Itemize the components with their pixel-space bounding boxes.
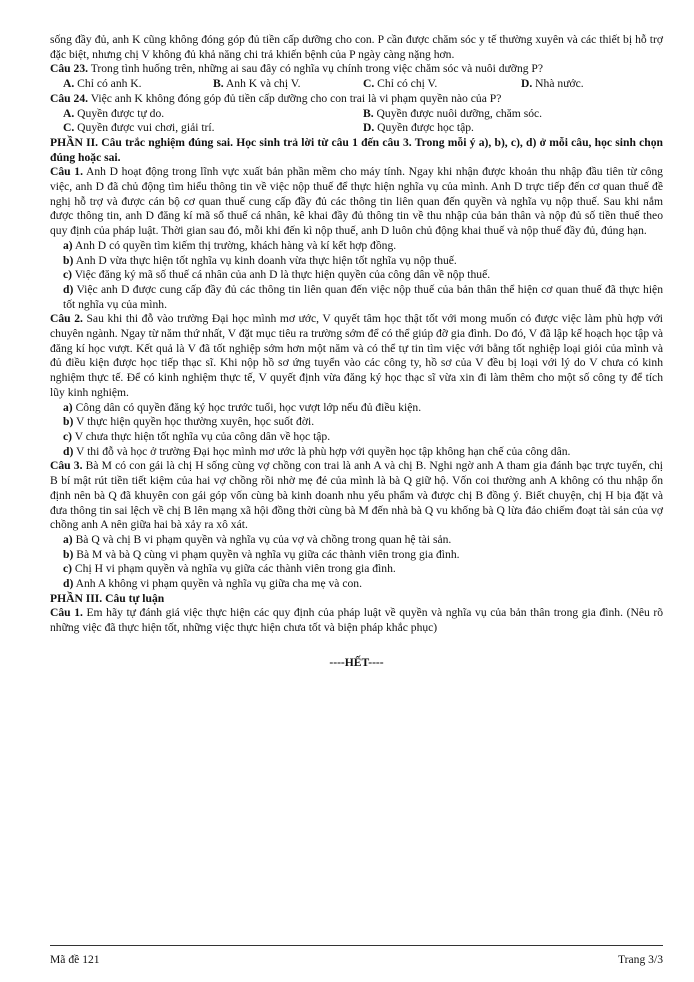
- question-label: Câu 2.: [50, 312, 83, 326]
- question-label: Câu 24.: [50, 91, 89, 105]
- statement-text: Bà Q và chị B vi phạm quyền và nghĩa vụ của vợ và chồng trong quan hệ tài sản.: [72, 532, 452, 546]
- page-footer: [50, 953, 663, 966]
- option-b: [363, 107, 673, 122]
- part3-question-1: [50, 606, 663, 635]
- statement-text: Việc đăng ký mã số thuế cá nhân của anh D là thực hiện quyền của công dân về nộp thuế.: [72, 268, 491, 282]
- statement-text: Anh D có quyền tìm kiếm thị trường, khách hàng và kí kết hợp đồng.: [72, 238, 397, 252]
- option-text: Quyền được nuôi dưỡng, chăm sóc.: [373, 106, 543, 120]
- question-text: Em hãy tự đánh giá việc thực hiện các quy định của pháp luật về quyền và nghĩa vụ của bản thân trong gia đình. (Nêu rõ những việc đã thực hiện tốt, những việc thực hiện chưa tốt và biện pháp khắc phục): [50, 606, 663, 635]
- statement-letter: a): [63, 532, 73, 546]
- option-letter: B.: [363, 106, 374, 120]
- option-letter: D.: [521, 77, 533, 91]
- intro-paragraph: sống đầy đủ, anh K cũng không đóng góp đủ tiền cấp dưỡng cho con. P cần được chăm sóc y tế thường xuyên và các thiết bị hỗ trợ đặc biệt, nhưng chị V không đủ khả năng chi trả khiến bệnh của P ngày càng nặng hơn.: [50, 33, 663, 61]
- option-text: Chỉ có anh K.: [74, 77, 142, 91]
- statement-letter: d): [63, 444, 74, 458]
- statement-d: [50, 445, 663, 460]
- statement-d: [50, 283, 663, 312]
- statement-text: Anh A không vi phạm quyền và nghĩa vụ giữa cha mẹ và con.: [73, 577, 362, 591]
- statement-b: [50, 548, 663, 563]
- statement-letter: c): [63, 429, 73, 443]
- statement-a: [50, 239, 663, 254]
- statement-text: V thi đỗ và học ở trường Đại học mình mơ ước là phù hợp với quyền học tập không hạn chế của công dân.: [73, 444, 571, 458]
- statement-c: [50, 562, 663, 577]
- option-text: Anh K và chị V.: [223, 77, 301, 91]
- option-d: [521, 77, 671, 92]
- statement-letter: a): [63, 400, 73, 414]
- exam-code: Mã đề 121: [50, 953, 100, 966]
- statement-text: V thực hiện quyền học thường xuyên, học suốt đời.: [73, 415, 315, 429]
- q24-options: [50, 107, 663, 136]
- statement-a: [50, 401, 663, 416]
- option-text: Chỉ có chị V.: [374, 77, 438, 91]
- question-label: Câu 23.: [50, 62, 89, 76]
- statement-letter: c): [63, 562, 73, 576]
- question-label: Câu 3.: [50, 459, 83, 473]
- option-letter: A.: [63, 106, 75, 120]
- question-text: Bà M có con gái là chị H sống cùng vợ chồng con trai là anh A và chị B. Nghi ngờ anh A tham gia đánh bạc trực tuyến, chị B bí mật rút tiền tiết kiệm của hai vợ chồng rồi nhờ mẹ đẻ của mình là bà Q giữ hộ. Vốn coi thường anh A không có thu nhập ổn định nên bà Q đã khuyên con gái góp vốn cùng bà kinh doanh nhu yếu phẩm và được chị B đồng ý. Biết chuyện, chị H bịa đặt và đưa thông tin sai lệch về chị B lên mạng xã hội đồng thời cùng bà M đến nhà bà Q vu khống bà Q lừa đảo chiếm đoạt tài sản của vợ chồng anh A nên giữa hai bà xảy ra xô xát.: [50, 459, 663, 532]
- option-d: [363, 121, 673, 136]
- statement-d: [50, 577, 663, 592]
- option-letter: D.: [363, 121, 375, 135]
- statement-letter: d): [63, 282, 74, 296]
- option-c: [363, 77, 521, 92]
- statement-text: Công dân có quyền đăng ký học trước tuổi, học vượt lớp nếu đủ điều kiện.: [72, 400, 422, 414]
- question-23: [50, 62, 663, 77]
- footer-divider: [50, 945, 663, 946]
- statement-letter: b): [63, 415, 74, 429]
- exam-page: [50, 33, 663, 671]
- statement-a: [50, 533, 663, 548]
- part2-heading: PHẦN II. Câu trắc nghiệm đúng sai. Học sinh trả lời từ câu 1 đến câu 3. Trong mỗi ý a), b), c), d) ở mỗi câu, học sinh chọn đúng hoặc sai.: [50, 135, 663, 164]
- statement-c: [50, 268, 663, 283]
- option-text: Quyền được học tập.: [374, 121, 474, 135]
- option-letter: B.: [213, 77, 224, 91]
- question-text: Trong tình huống trên, những ai sau đây có nghĩa vụ chính trong việc chăm sóc và nuôi dưỡng P?: [88, 62, 544, 76]
- option-text: Quyền được vui chơi, giải trí.: [74, 121, 215, 135]
- option-text: Nhà nước.: [532, 77, 584, 91]
- option-letter: A.: [63, 77, 75, 91]
- question-text: Anh D hoạt động trong lĩnh vực xuất bản phần mềm cho máy tính. Ngay khi nhận được khoản thu nhập đầu tiên từ công việc, anh D đã chủ động tìm hiểu thông tin về việc nộp thuế để thực hiện nghĩa vụ của mình. Anh D trực tiếp đến cơ quan thuế đề nghị hỗ trợ và được cán bộ cơ quan thuế cung cấp đầy đủ các thông tin liên quan đến quyền và nghĩa vụ nộp thuế. Sau khi nắm được thông tin, anh D đăng kí mã số thuế cá nhân, kê khai đầy đủ thông tin về thu nhập của bản thân và nộp đủ số tiền thuế theo quy định của pháp luật. Thời gian sau đó, mỗi khi đến kì nộp thuế, anh D luôn chủ động khai thuế và nộp thuế đầy đủ, đúng hạn.: [50, 165, 663, 238]
- end-mark: ----HẾT----: [329, 655, 384, 669]
- question-label: Câu 1.: [50, 165, 83, 179]
- option-a: [63, 77, 213, 92]
- part3-heading: PHẦN III. Câu tự luận: [50, 591, 165, 605]
- statement-letter: d): [63, 577, 74, 591]
- statement-b: [50, 415, 663, 430]
- statement-letter: b): [63, 547, 74, 561]
- question-text: Việc anh K không đóng góp đủ tiền cấp dưỡng cho con trai là vi phạm quyền nào của P?: [88, 91, 502, 105]
- part2-question-3: [50, 459, 663, 533]
- part2-question-2: [50, 312, 663, 400]
- statement-c: [50, 430, 663, 445]
- statement-text: Bà M và bà Q cùng vi phạm quyền và nghĩa vụ giữa các thành viên trong gia đình.: [73, 547, 460, 561]
- statement-letter: b): [63, 253, 74, 267]
- option-c: [63, 121, 363, 136]
- q23-options: [50, 77, 663, 92]
- option-letter: C.: [363, 77, 375, 91]
- statement-b: [50, 254, 663, 269]
- statement-text: Chị H vi phạm quyền và nghĩa vụ giữa các thành viên trong gia đình.: [72, 562, 396, 576]
- question-24: [50, 92, 663, 107]
- question-text: Sau khi thi đỗ vào trường Đại học mình mơ ước, V quyết tâm học thật tốt với mong muốn có được việc làm phù hợp với chuyên ngành. Ngay từ năm thứ nhất, V đặt mục tiêu ra trường sớm để có thể giúp đỡ gia đình. Do đó, V đã lập kế hoạch học tập và đăng kí học vượt. Kết quả là V đã tốt nghiệp sớm hơn một năm và có thể tự tin tìm việc với bằng tốt nghiệp loại giỏi của mình và đủ điều kiện được học tiếp thạc sĩ. Khi nộp hồ sơ ứng tuyển vào các công ty, hồ sơ của V đều bị loại với lý do V chưa có kinh nghiệm thực tế. Để có kinh nghiệm thực tế, V quyết định vừa đăng ký học thạc sĩ vừa xin đi làm thêm cho một số công ty để tích lũy kinh nghiệm.: [50, 312, 664, 399]
- page-number: Trang 3/3: [618, 953, 663, 966]
- statement-text: V chưa thực hiện tốt nghĩa vụ của công dân về học tập.: [72, 429, 331, 443]
- option-letter: C.: [63, 121, 75, 135]
- statement-letter: a): [63, 238, 73, 252]
- option-b: [213, 77, 363, 92]
- option-text: Quyền được tự do.: [74, 106, 165, 120]
- statement-text: Việc anh D được cung cấp đầy đủ các thông tin liên quan đến việc nộp thuế của bản thân thể hiện cơ quan thuế đã thực hiện tốt nghĩa vụ của mình.: [63, 282, 663, 311]
- option-a: [63, 107, 363, 122]
- question-label: Câu 1.: [50, 606, 83, 620]
- part2-question-1: [50, 165, 663, 239]
- statement-letter: c): [63, 268, 73, 282]
- statement-text: Anh D vừa thực hiện tốt nghĩa vụ kinh doanh vừa thực hiện tốt nghĩa vụ nộp thuế.: [73, 253, 457, 267]
